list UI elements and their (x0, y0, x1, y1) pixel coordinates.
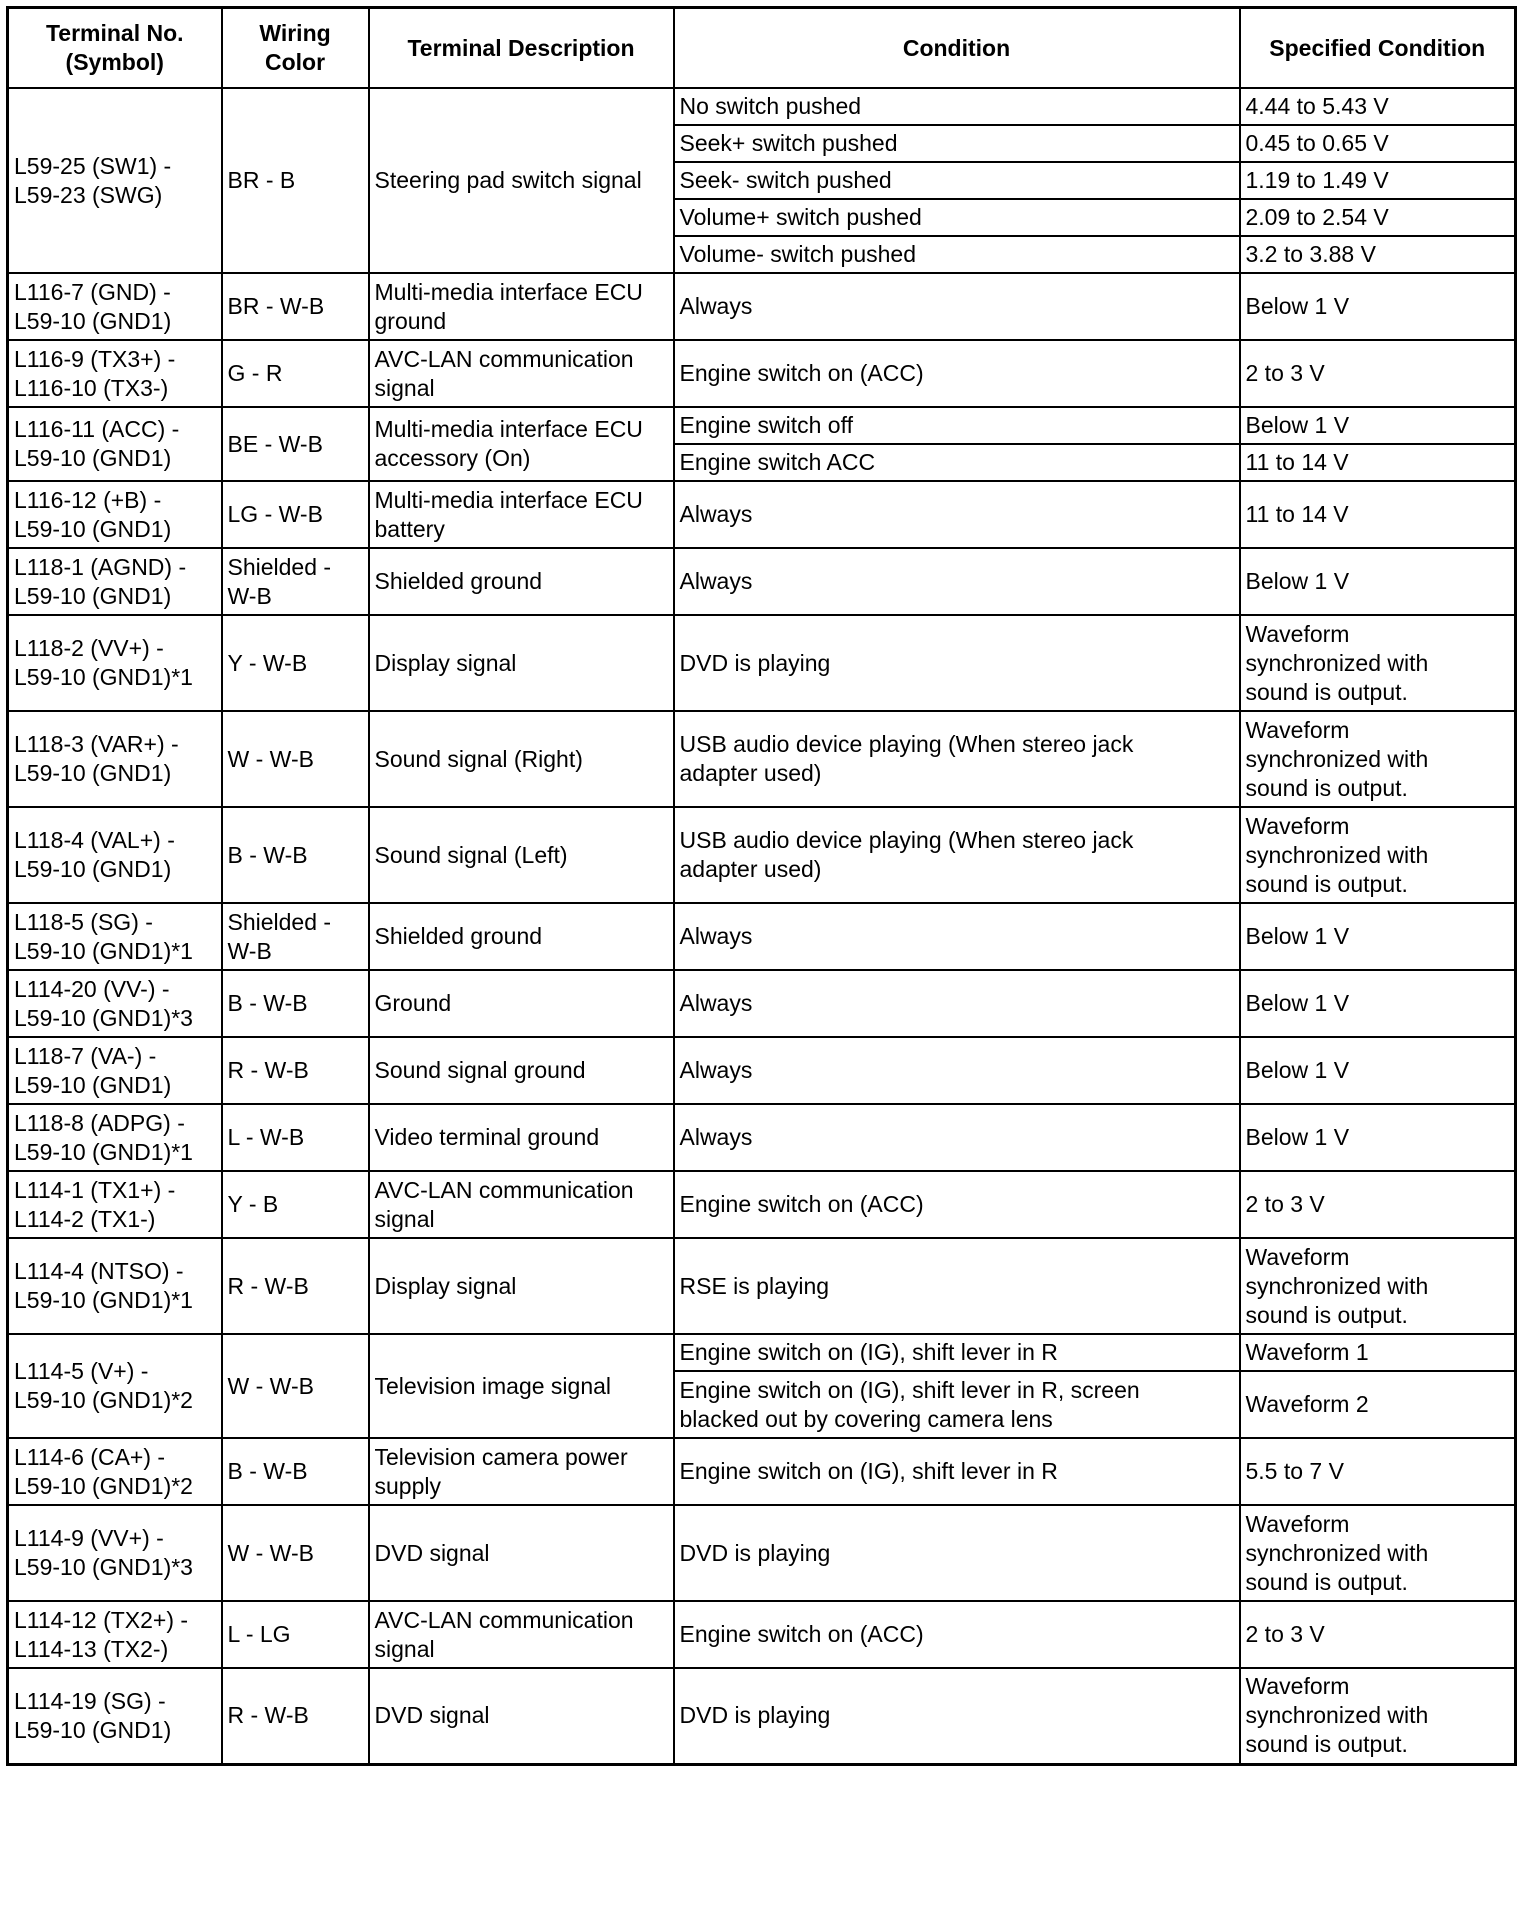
terminal-cell: L118-7 (VA-) - L59-10 (GND1) (8, 1037, 222, 1104)
table-row (8, 807, 1516, 903)
wiring-color-cell: R - W-B (222, 1037, 369, 1104)
condition-cell: Seek+ switch pushed (674, 125, 1240, 162)
terminal-spec-table (6, 6, 1517, 1766)
wiring-color-cell: BE - W-B (222, 407, 369, 481)
terminal-description-cell: Shielded ground (369, 548, 674, 615)
terminal-description-cell: Multi-media interface ECU accessory (On) (369, 407, 674, 481)
terminal-description-cell: Display signal (369, 615, 674, 711)
terminal-description-cell: Television image signal (369, 1334, 674, 1438)
terminal-description-cell: Steering pad switch signal (369, 88, 674, 273)
wiring-color-cell: L - LG (222, 1601, 369, 1668)
terminal-cell: L114-4 (NTSO) - L59-10 (GND1)*1 (8, 1238, 222, 1334)
condition-cell: Always (674, 970, 1240, 1037)
specified-condition-cell: Waveform synchronized with sound is output. (1240, 1238, 1516, 1334)
wiring-color-cell: Shielded - W-B (222, 903, 369, 970)
specified-condition-cell: 1.19 to 1.49 V (1240, 162, 1516, 199)
specified-condition-cell: Below 1 V (1240, 407, 1516, 444)
specified-condition-cell: 5.5 to 7 V (1240, 1438, 1516, 1505)
condition-cell: Engine switch on (IG), shift lever in R (674, 1438, 1240, 1505)
wiring-color-cell: W - W-B (222, 1505, 369, 1601)
condition-cell: Engine switch on (ACC) (674, 340, 1240, 407)
header-specified-condition: Specified Condition (1240, 8, 1516, 89)
specified-condition-cell: Waveform synchronized with sound is output. (1240, 615, 1516, 711)
condition-cell: Always (674, 273, 1240, 340)
table-body (8, 88, 1516, 1764)
specified-condition-cell: 2 to 3 V (1240, 1171, 1516, 1238)
table-row (8, 1668, 1516, 1764)
terminal-description-cell: Display signal (369, 1238, 674, 1334)
table-row (8, 903, 1516, 970)
condition-cell: Engine switch on (ACC) (674, 1601, 1240, 1668)
table-row (8, 1238, 1516, 1334)
wiring-color-cell: R - W-B (222, 1668, 369, 1764)
specified-condition-cell: 11 to 14 V (1240, 481, 1516, 548)
terminal-cell: L118-8 (ADPG) - L59-10 (GND1)*1 (8, 1104, 222, 1171)
terminal-cell: L114-5 (V+) - L59-10 (GND1)*2 (8, 1334, 222, 1438)
condition-cell: Engine switch on (ACC) (674, 1171, 1240, 1238)
terminal-cell: L118-5 (SG) - L59-10 (GND1)*1 (8, 903, 222, 970)
terminal-description-cell: Sound signal ground (369, 1037, 674, 1104)
condition-cell: Engine switch off (674, 407, 1240, 444)
specified-condition-cell: Waveform synchronized with sound is output. (1240, 711, 1516, 807)
specified-condition-cell: Below 1 V (1240, 970, 1516, 1037)
terminal-description-cell: Television camera power supply (369, 1438, 674, 1505)
condition-cell: USB audio device playing (When stereo jack adapter used) (674, 807, 1240, 903)
condition-cell: DVD is playing (674, 1505, 1240, 1601)
wiring-color-cell: G - R (222, 340, 369, 407)
wiring-color-cell: B - W-B (222, 807, 369, 903)
table-row (8, 1334, 1516, 1371)
specified-condition-cell: 2.09 to 2.54 V (1240, 199, 1516, 236)
terminal-cell: L114-6 (CA+) - L59-10 (GND1)*2 (8, 1438, 222, 1505)
specified-condition-cell: 2 to 3 V (1240, 340, 1516, 407)
specified-condition-cell: 11 to 14 V (1240, 444, 1516, 481)
condition-cell: Engine switch ACC (674, 444, 1240, 481)
table-row (8, 407, 1516, 444)
terminal-description-cell: Multi-media interface ECU ground (369, 273, 674, 340)
terminal-cell: L118-1 (AGND) - L59-10 (GND1) (8, 548, 222, 615)
condition-cell: RSE is playing (674, 1238, 1240, 1334)
header-terminal-description: Terminal Description (369, 8, 674, 89)
terminal-spec-sheet (6, 6, 1514, 1766)
specified-condition-cell: Below 1 V (1240, 273, 1516, 340)
terminal-description-cell: Multi-media interface ECU battery (369, 481, 674, 548)
terminal-description-cell: Shielded ground (369, 903, 674, 970)
condition-cell: Volume+ switch pushed (674, 199, 1240, 236)
table-row (8, 548, 1516, 615)
terminal-description-cell: Video terminal ground (369, 1104, 674, 1171)
specified-condition-cell: Below 1 V (1240, 548, 1516, 615)
terminal-cell: L116-9 (TX3+) - L116-10 (TX3-) (8, 340, 222, 407)
terminal-cell: L118-2 (VV+) - L59-10 (GND1)*1 (8, 615, 222, 711)
header-condition: Condition (674, 8, 1240, 89)
wiring-color-cell: Y - B (222, 1171, 369, 1238)
terminal-cell: L114-1 (TX1+) - L114-2 (TX1-) (8, 1171, 222, 1238)
table-row (8, 273, 1516, 340)
specified-condition-cell: 3.2 to 3.88 V (1240, 236, 1516, 273)
condition-cell: DVD is playing (674, 615, 1240, 711)
table-row (8, 481, 1516, 548)
specified-condition-cell: Waveform synchronized with sound is output. (1240, 1505, 1516, 1601)
condition-cell: Always (674, 1037, 1240, 1104)
terminal-cell: L116-7 (GND) - L59-10 (GND1) (8, 273, 222, 340)
condition-cell: Always (674, 1104, 1240, 1171)
terminal-cell: L116-12 (+B) - L59-10 (GND1) (8, 481, 222, 548)
header-row (8, 8, 1516, 89)
terminal-description-cell: AVC-LAN communication signal (369, 340, 674, 407)
terminal-cell: L116-11 (ACC) - L59-10 (GND1) (8, 407, 222, 481)
specified-condition-cell: Waveform synchronized with sound is output. (1240, 1668, 1516, 1764)
table-row (8, 970, 1516, 1037)
wiring-color-cell: BR - B (222, 88, 369, 273)
condition-cell: Always (674, 481, 1240, 548)
table-row (8, 1438, 1516, 1505)
table-row (8, 1037, 1516, 1104)
specified-condition-cell: Below 1 V (1240, 1037, 1516, 1104)
wiring-color-cell: W - W-B (222, 711, 369, 807)
specified-condition-cell: 0.45 to 0.65 V (1240, 125, 1516, 162)
terminal-description-cell: AVC-LAN communication signal (369, 1171, 674, 1238)
specified-condition-cell: 4.44 to 5.43 V (1240, 88, 1516, 125)
specified-condition-cell: Waveform 1 (1240, 1334, 1516, 1371)
condition-cell: Engine switch on (IG), shift lever in R, screen blacked out by covering camera lens (674, 1371, 1240, 1438)
terminal-description-cell: Sound signal (Left) (369, 807, 674, 903)
specified-condition-cell: 2 to 3 V (1240, 1601, 1516, 1668)
table-row (8, 88, 1516, 125)
wiring-color-cell: B - W-B (222, 1438, 369, 1505)
condition-cell: Always (674, 903, 1240, 970)
condition-cell: No switch pushed (674, 88, 1240, 125)
condition-cell: DVD is playing (674, 1668, 1240, 1764)
terminal-description-cell: DVD signal (369, 1505, 674, 1601)
wiring-color-cell: L - W-B (222, 1104, 369, 1171)
wiring-color-cell: LG - W-B (222, 481, 369, 548)
table-row (8, 1104, 1516, 1171)
terminal-description-cell: Sound signal (Right) (369, 711, 674, 807)
wiring-color-cell: W - W-B (222, 1334, 369, 1438)
specified-condition-cell: Below 1 V (1240, 1104, 1516, 1171)
table-row (8, 1601, 1516, 1668)
specified-condition-cell: Waveform 2 (1240, 1371, 1516, 1438)
wiring-color-cell: R - W-B (222, 1238, 369, 1334)
specified-condition-cell: Below 1 V (1240, 903, 1516, 970)
terminal-description-cell: Ground (369, 970, 674, 1037)
wiring-color-cell: B - W-B (222, 970, 369, 1037)
wiring-color-cell: BR - W-B (222, 273, 369, 340)
terminal-cell: L118-4 (VAL+) - L59-10 (GND1) (8, 807, 222, 903)
terminal-cell: L114-19 (SG) - L59-10 (GND1) (8, 1668, 222, 1764)
table-row (8, 615, 1516, 711)
condition-cell: Engine switch on (IG), shift lever in R (674, 1334, 1240, 1371)
terminal-cell: L114-12 (TX2+) - L114-13 (TX2-) (8, 1601, 222, 1668)
wiring-color-cell: Y - W-B (222, 615, 369, 711)
terminal-description-cell: DVD signal (369, 1668, 674, 1764)
condition-cell: Volume- switch pushed (674, 236, 1240, 273)
table-row (8, 1505, 1516, 1601)
header-wiring-color: Wiring Color (222, 8, 369, 89)
terminal-cell: L59-25 (SW1) - L59-23 (SWG) (8, 88, 222, 273)
terminal-cell: L114-9 (VV+) - L59-10 (GND1)*3 (8, 1505, 222, 1601)
condition-cell: Seek- switch pushed (674, 162, 1240, 199)
table-row (8, 1171, 1516, 1238)
wiring-color-cell: Shielded - W-B (222, 548, 369, 615)
header-terminal-no: Terminal No. (Symbol) (8, 8, 222, 89)
table-row (8, 340, 1516, 407)
condition-cell: USB audio device playing (When stereo jack adapter used) (674, 711, 1240, 807)
table-row (8, 711, 1516, 807)
terminal-description-cell: AVC-LAN communication signal (369, 1601, 674, 1668)
specified-condition-cell: Waveform synchronized with sound is output. (1240, 807, 1516, 903)
terminal-cell: L114-20 (VV-) - L59-10 (GND1)*3 (8, 970, 222, 1037)
condition-cell: Always (674, 548, 1240, 615)
terminal-cell: L118-3 (VAR+) - L59-10 (GND1) (8, 711, 222, 807)
